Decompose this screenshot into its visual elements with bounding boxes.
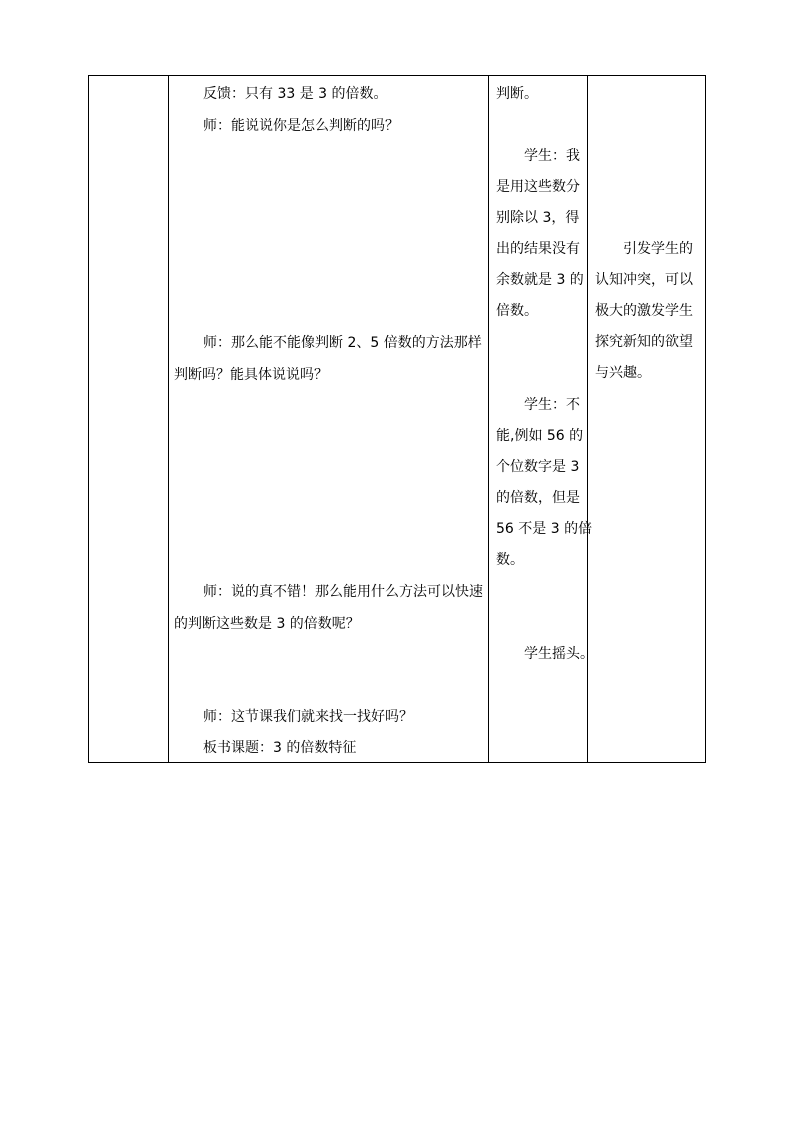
teacher-line: 的判断这些数是 3 的倍数呢？ [174,616,360,632]
intent-line: 探究新知的欲望 [595,334,693,350]
student-line: 学生摇头。 [524,646,594,662]
teacher-line: 师：这节课我们就来找一找好吗？ [203,709,413,725]
teacher-line: 板书课题：3 的倍数特征 [203,740,357,756]
intent-line: 引发学生的 [623,241,693,257]
teacher-line: 师：说的真不错！那么能用什么方法可以快速 [203,584,483,600]
student-line: 个位数字是 3 [496,459,580,475]
stage-cell [89,76,168,762]
student-line: 56 不是 3 的倍 [496,521,593,537]
student-line: 能,例如 56 的 [496,428,584,444]
teacher-line: 师：那么能不能像判断 2、5 倍数的方法那样 [203,335,482,351]
student-line: 余数就是 3 的 [496,272,584,288]
student-activity-cell [489,76,594,762]
student-line: 的倍数，但是 [496,490,580,506]
lesson-plan-table [88,75,706,763]
student-line: 是用这些数分 [496,179,580,195]
student-line: 倍数。 [496,303,538,319]
student-line: 别除以 3，得 [496,210,580,226]
student-line: 数。 [496,552,524,568]
student-line: 判断。 [496,86,538,102]
teacher-activity-cell [169,76,488,762]
intent-line: 极大的激发学生 [595,303,693,319]
student-line: 学生：我 [524,148,580,164]
teacher-line: 师：能说说你是怎么判断的吗？ [203,118,399,134]
student-line: 出的结果没有 [496,241,580,257]
intent-line: 与兴趣。 [595,365,651,381]
teacher-line: 反馈：只有 33 是 3 的倍数。 [203,86,388,102]
design-intent-cell [588,76,705,762]
student-line: 学生：不 [524,397,580,413]
intent-line: 认知冲突，可以 [595,272,693,288]
teacher-line: 判断吗？能具体说说吗？ [174,367,328,383]
